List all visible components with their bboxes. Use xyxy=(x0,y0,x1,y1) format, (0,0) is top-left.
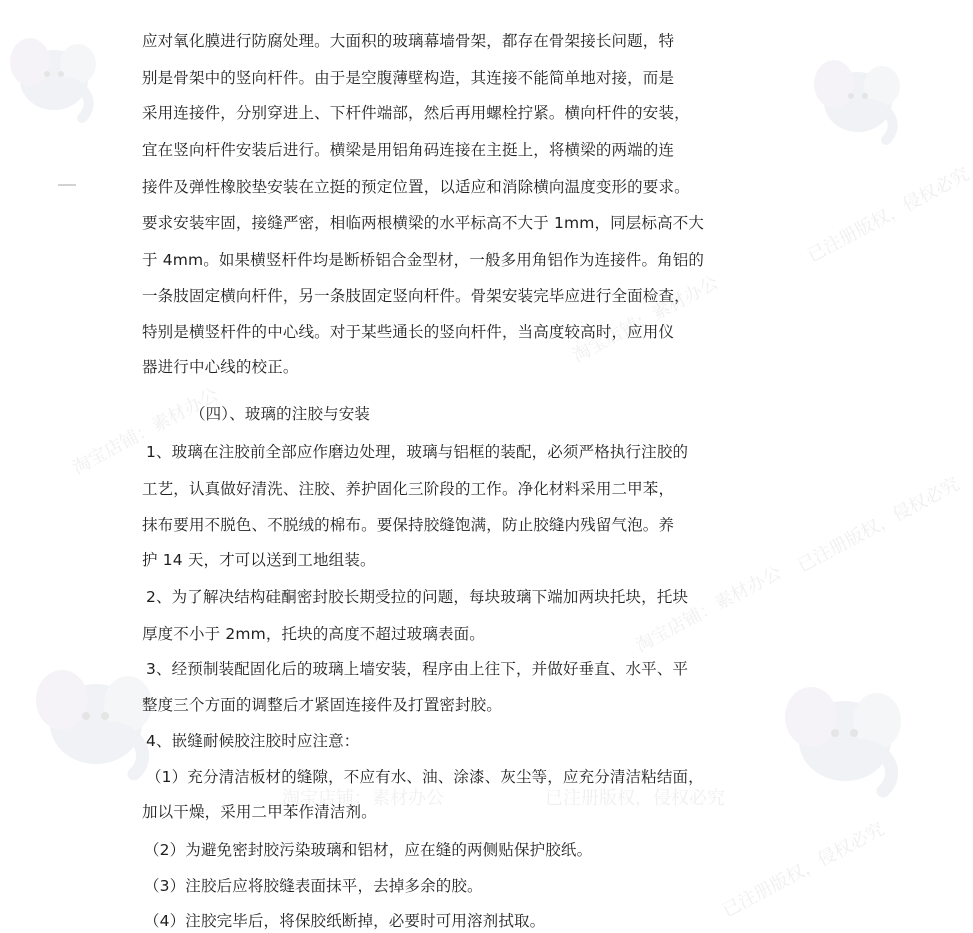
paragraph-line: 抹布要用不脱色、不脱绒的棉布。要保持胶缝饱满，防止胶缝内残留气泡。养 xyxy=(142,516,675,534)
paragraph-line: 要求安装牢固，接缝严密，相临两根横梁的水平标高不大于 1mm，同层标高不大 xyxy=(142,214,705,232)
paragraph-line: 加以干燥，采用二甲苯作清洁剂。 xyxy=(142,803,377,821)
paragraph-line: 厚度不小于 2mm，托块的高度不超过玻璃表面。 xyxy=(142,625,485,643)
watermark-text: 淘宝店铺：素材办公 xyxy=(569,272,722,367)
section-heading: （四）、玻璃的注胶与安装 xyxy=(190,405,371,423)
watermark-text: 已注册版权，侵权必究 xyxy=(804,163,973,267)
paragraph-line: 别是骨架中的竖向杆件。由于是空腹薄壁构造，其连接不能简单地对接，而是 xyxy=(142,69,675,87)
paragraph-line: 接件及弹性橡胶垫安装在立挺的预定位置，以适应和消除横向温度变形的要求。 xyxy=(142,178,690,196)
list-item-line: 4、嵌缝耐候胶注胶时应注意： xyxy=(146,732,360,750)
watermark-text: 已注册版权，侵权必究 xyxy=(794,473,963,577)
watermark-text: 淘宝店铺：素材办公 xyxy=(69,384,222,479)
subitem-line: （4）注胶完毕后，将保胶纸断掉，必要时可用溶剂拭取。 xyxy=(144,912,546,930)
watermark-text: 淘宝店铺：素材办公 xyxy=(632,562,785,657)
watermark-text: 已注册版权，侵权必究 xyxy=(719,818,888,922)
subitem-line: （1）充分清洁板材的缝隙，不应有水、油、涂漆、灰尘等，应充分清洁粘结面， xyxy=(146,768,704,786)
watermark-text: 已注册版权，侵权必究 xyxy=(545,788,725,809)
subitem-line: （2）为避免密封胶污染玻璃和铝材，应在缝的两侧贴保护胶纸。 xyxy=(144,841,593,859)
list-item-line: 3、经预制装配固化后的玻璃上墙安装，程序由上往下，并做好垂直、水平、平 xyxy=(146,660,689,678)
paragraph-line: 护 14 天，才可以送到工地组装。 xyxy=(142,551,376,569)
paragraph-line: 于 4mm。如果横竖杆件均是断桥铝合金型材，一般多用角铝作为连接件。角铝的 xyxy=(142,251,705,269)
paragraph-line: 宜在竖向杆件安装后进行。横梁是用铝角码连接在主挺上，将横梁的两端的连 xyxy=(142,141,675,159)
paragraph-line: 整度三个方面的调整后才紧固连接件及打置密封胶。 xyxy=(142,696,502,714)
paragraph-line: 工艺，认真做好清洗、注胶、养护固化三阶段的工作。净化材料采用二甲苯， xyxy=(142,480,675,498)
paragraph-line: 应对氧化膜进行防腐处理。大面积的玻璃幕墙骨架，都存在骨架接长问题，特 xyxy=(142,32,675,50)
list-item-line: 1、玻璃在注胶前全部应作磨边处理，玻璃与铝框的装配，必须严格执行注胶的 xyxy=(146,443,689,461)
list-item-line: 2、为了解决结构硅酮密封胶长期受拉的问题，每块玻璃下端加两块托块，托块 xyxy=(146,588,689,606)
paragraph-line: 特别是横竖杆件的中心线。对于某些通长的竖向杆件，当高度较高时，应用仪 xyxy=(142,323,675,341)
paragraph-line: 一条肢固定横向杆件，另一条肢固定竖向杆件。骨架安装完毕应进行全面检查， xyxy=(142,287,690,305)
paragraph-line: 器进行中心线的校正。 xyxy=(142,358,299,376)
watermark-text: 淘宝店铺：素材办公 xyxy=(282,788,444,809)
subitem-line: （3）注胶后应将胶缝表面抹平，去掉多余的胶。 xyxy=(144,877,483,895)
paragraph-line: 采用连接件，分别穿进上、下杆件端部，然后再用螺栓拧紧。横向杆件的安装， xyxy=(142,104,690,122)
